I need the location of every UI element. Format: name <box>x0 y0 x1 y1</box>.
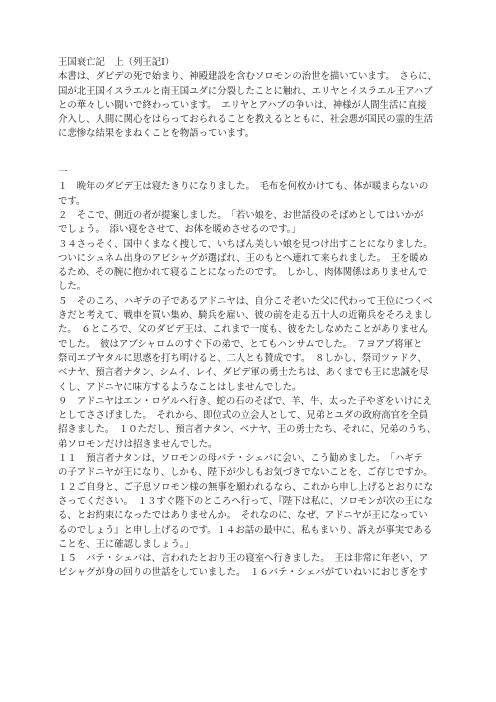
intro-line: に悲惨な結果をまねくことを物語っています。 <box>58 128 255 140</box>
verse-line: 弟ソロモンだけは招きませんでした。 <box>58 438 218 450</box>
intro-line: との華々しい闘いで終わっています。 エリヤとアハブの争いは、神様が人間生活に直接 <box>58 99 427 111</box>
verse-line: の子アドニヤが王になり、しかも、陛下が少しもお気づきでないことを、ご存じですか。 <box>58 467 433 479</box>
verse-line: １５ バテ・シェバは、言われたとおり王の寝室へ行きました。 王は非常に年老い、ア <box>58 553 429 565</box>
intro-line: 介入し、人間に関心をはらっておられることを教えるとともに、社会悪が国民の霊的生活 <box>58 114 434 126</box>
verse-line: きだと考えて、戦車を買い集め、騎兵を雇い、彼の前を走る五十人の近衛兵をそろえまし <box>58 310 433 322</box>
verse-line: るのでしょう』と申し上げるのです。１４お話の最中に、私もまいり、訴えが事実である <box>58 524 433 536</box>
verse-line: 招きました。 １０ただし、預言者ナタン、ベナヤ、王の勇士たち、それに、兄弟のうち、 <box>58 424 437 436</box>
verse-line: た。 ６ところで、父のダビデ王は、これまで一度も、彼をたしなめたことがありません <box>58 324 429 336</box>
verse-line: ９ アドニヤはエン・ロゲルへ行き、蛇の石のそばで、羊、牛、太った子やぎをいけにえ <box>58 395 432 407</box>
verse-line: 祭司エブヤタルに思惑を打ち明けると、二人とも賛成です。 ８しかし、祭司ツァドク、 <box>58 352 427 364</box>
verse-line: です。 <box>58 195 86 207</box>
verse-line: ことを、王に確認しましょう。」 <box>58 538 194 550</box>
verse-line: １１ 預言者ナタンは、ソロモンの母バテ・シェバに会い、こう勧めました。 「ハギテ <box>58 453 423 465</box>
document-title: 王国衰亡記 上（列王記Ⅰ） <box>58 57 175 68</box>
verse-line: １２ご自身と、ご子息ソロモン様の無事を願われるなら、これから申し上げるとおりにな <box>58 481 434 493</box>
verse-line: ビシャグが身の回りの世話をしていました。 １６バテ・シェバがていねいにおじぎをす <box>58 567 428 579</box>
verse-line: さってください。 １３すぐ陛下のところへ行って、『陛下は私に、ソロモンが次の王にな <box>58 495 433 507</box>
intro-line: 本書は、ダビデの死で始まり、神殿建設を含むソロモンの治世を描いています。 さらに、 <box>58 71 437 83</box>
verse-line: ベナヤ、預言者ナタン、シムイ、レイ、ダビデ軍の勇士たちは、あくまでも王に忠誠を尽 <box>58 367 429 379</box>
chapter-marker: 一 <box>58 167 68 179</box>
verse-line: くし、アドニヤに味方するようなことはしませんでした。 <box>58 381 302 393</box>
intro-paragraph <box>58 70 446 141</box>
verse-line: としてささげました。 それから、即位式の立会人として、兄弟とユダの政府高官を全員 <box>58 410 429 422</box>
verse-line: るため、その腕に抱かれて寝ることになったのです。 しかし、肉体関係はありませんで <box>58 267 428 279</box>
verse-line: ２ そこで、側近の者が提案しました。 「若い娘を、お世話役のそばめとしてはいかが <box>58 209 424 221</box>
verse-line: ５ そのころ、ハギテの子であるアドニヤは、自分こそ老いた父に代わって王位につくべ <box>58 295 433 307</box>
verse-text <box>58 180 446 580</box>
verse-line: ついにシュネム出身のアビシャグが選ばれ、王のもとへ連れて来られました。 王を暖め <box>58 252 429 264</box>
intro-line: 国が北王国イスラエルと南王国ユダに分裂したことに触れ、エリヤとイスラエル王アハブ <box>58 85 433 97</box>
verse-line: る、とお約束になったではありませんか。 それなのに、なぜ、アドニヤが王になってい <box>58 510 428 522</box>
verse-line: １ 晩年のダビデ王は寝たきりになりました。 毛布を何枚かけても、体が暖まらないの <box>58 181 429 193</box>
verse-line: した。 <box>58 281 87 293</box>
verse-line: でした。 彼はアブシャロムのすぐ下の弟で、とてもハンサムでした。 ７ヨアブ将軍と <box>58 338 423 350</box>
verse-line: ３４さっそく、国中くまなく捜して、いちばん美しい娘を見つけ出すことになりました。 <box>58 238 433 250</box>
verse-line: でしょう。 添い寝をさせて、お体を暖めさせるのです。」 <box>58 224 301 236</box>
